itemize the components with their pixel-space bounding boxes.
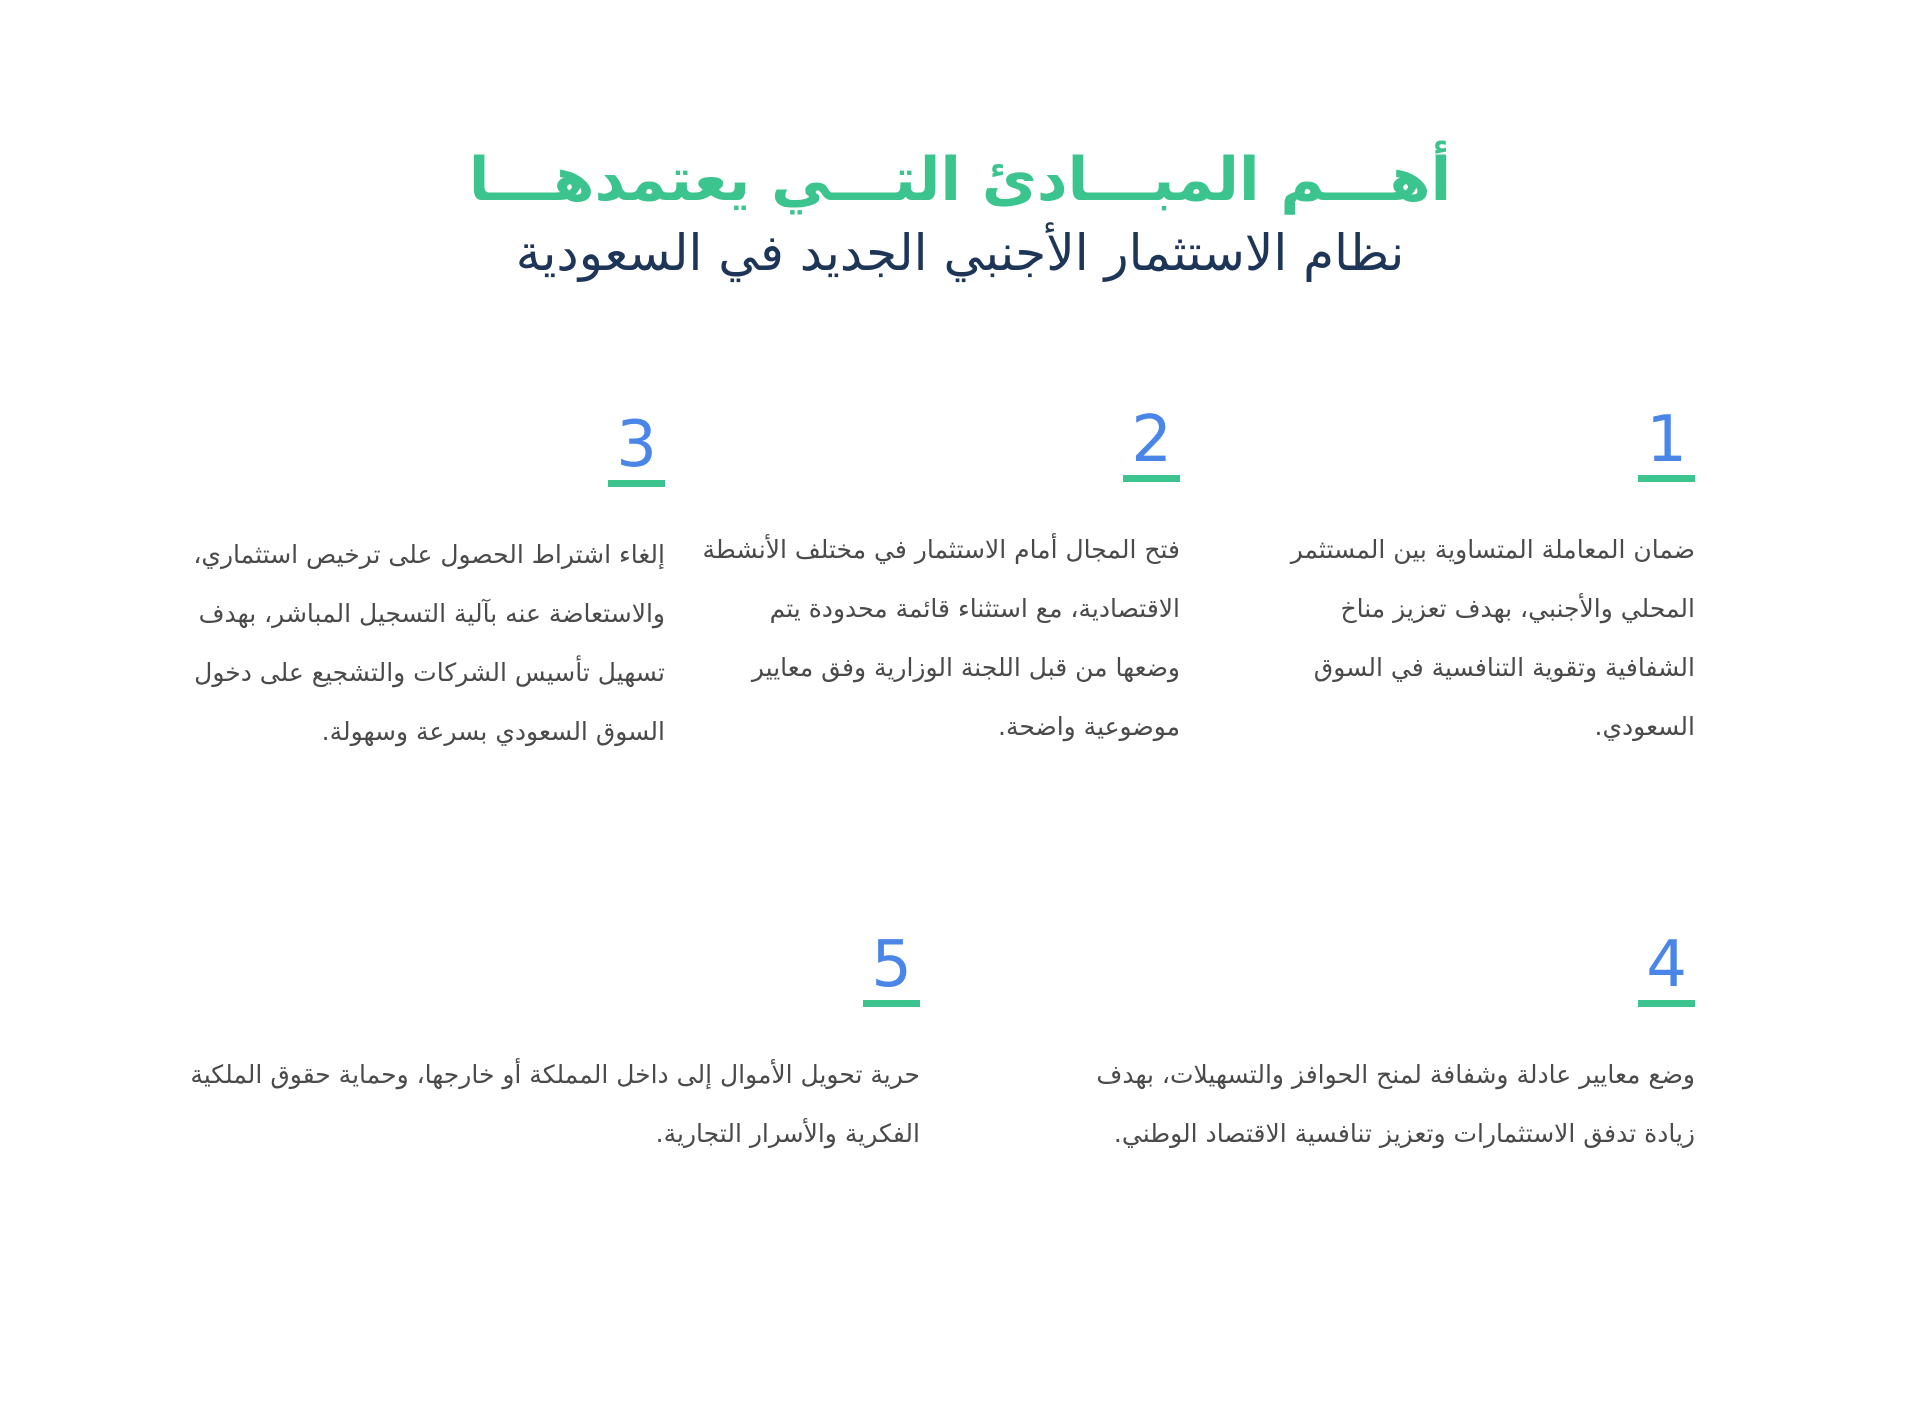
principle-item-5 xyxy=(160,930,920,1163)
page-subtitle: نظام الاستثمار الأجنبي الجديد في السعودية xyxy=(515,224,1405,282)
principle-item-1 xyxy=(1245,405,1695,756)
principle-text: فتح المجال أمام الاستثمار في مختلف الأنشطة الاقتصادية، مع استثناء قائمة محدودة يتم وضعها من قبل اللجنة الوزارية وفق معايير موضوعية واضحة. xyxy=(702,535,1180,741)
principle-text: وضع معايير عادلة وشفافة لمنح الحوافز والتسهيلات، بهدف زيادة تدفق الاستثمارات وتعزيز تنافسية الاقتصاد الوطني. xyxy=(1096,1060,1695,1148)
principle-number: 3 xyxy=(608,410,665,487)
principle-text: حرية تحويل الأموال إلى داخل المملكة أو خارجها، وحماية حقوق الملكية الفكرية والأسرار التجارية. xyxy=(190,1060,920,1148)
principle-number: 5 xyxy=(863,930,920,1007)
principle-number: 2 xyxy=(1123,405,1180,482)
principle-number: 4 xyxy=(1638,930,1695,1007)
header xyxy=(0,140,1920,286)
principle-item-2 xyxy=(700,405,1180,756)
principle-text: ضمان المعاملة المتساوية بين المستثمر المحلي والأجنبي، بهدف تعزيز مناخ الشفافية وتقوية التنافسية في السوق السعودي. xyxy=(1290,535,1695,741)
page-title: أهـــم المبـــادئ التـــي يعتمدهـــا xyxy=(468,145,1452,215)
principle-item-3 xyxy=(185,410,665,761)
principle-number: 1 xyxy=(1638,405,1695,482)
principle-item-4 xyxy=(1055,930,1695,1163)
principle-text: إلغاء اشتراط الحصول على ترخيص استثماري، والاستعاضة عنه بآلية التسجيل المباشر، بهدف تسهيل تأسيس الشركات والتشجيع على دخول السوق السعودي بسرعة وسهولة. xyxy=(193,540,665,746)
